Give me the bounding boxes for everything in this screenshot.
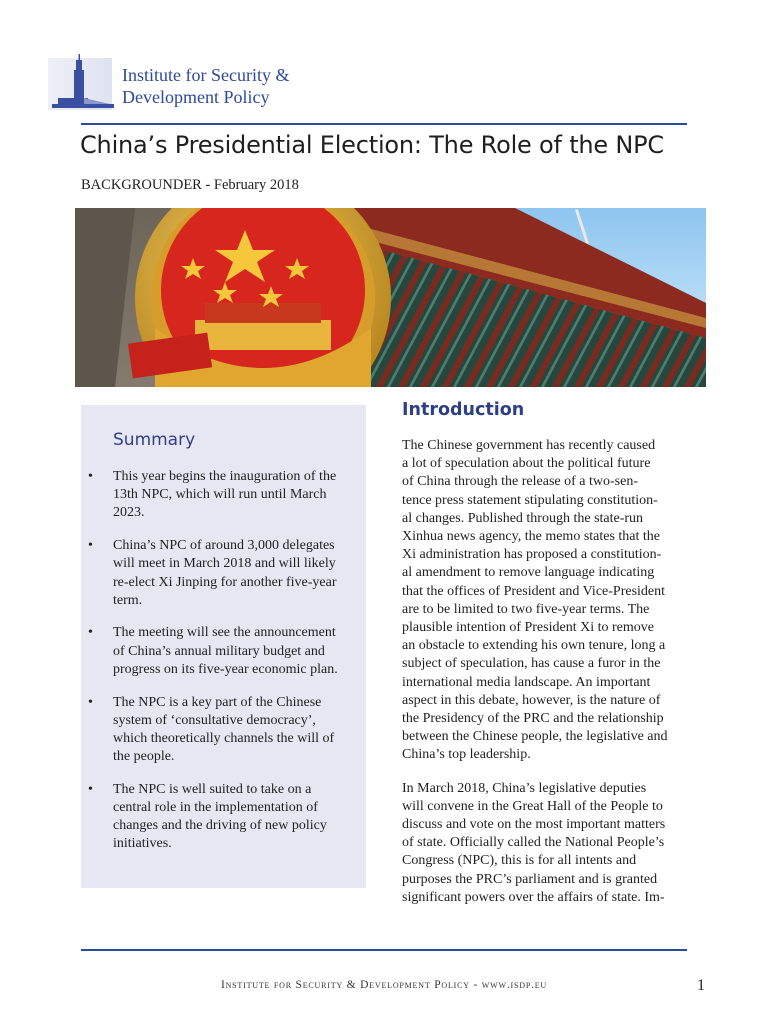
summary-item-line: the people.	[113, 749, 175, 765]
paragraph-line: aspect in this debate, however, is the nature of	[402, 692, 661, 708]
paragraph-line: Xinhua news agency, the memo states that the	[402, 529, 661, 545]
summary-item-line: central role in the implementation of	[113, 800, 318, 816]
summary-heading: Summary	[113, 430, 196, 450]
summary-list-item	[88, 694, 358, 767]
paragraph-line: subject of speculation, has cause a furor in the	[402, 656, 661, 672]
page-number: 1	[697, 977, 705, 994]
paragraph-line: The Chinese government has recently caused	[402, 438, 656, 453]
summary-item-line: of China’s annual military budget and	[113, 643, 325, 659]
summary-list-item	[88, 624, 358, 679]
paragraph-line: Congress (NPC), this is for all intents and	[402, 853, 637, 869]
paragraph-line: between the Chinese people, the legislative and	[402, 729, 668, 745]
summary-item-line: China’s NPC of around 3,000 delegates	[113, 538, 335, 554]
introduction-paragraph	[402, 437, 692, 765]
footer-rule	[81, 949, 687, 951]
summary-item-line: re-elect Xi Jinping for another five-year	[113, 574, 337, 590]
summary-item-line: 2023.	[113, 505, 145, 521]
monument-icon	[50, 52, 116, 114]
paragraph-line: China’s top leadership.	[402, 747, 531, 763]
org-name	[122, 64, 289, 108]
summary-item-line: This year begins the inauguration of the	[113, 469, 337, 484]
paragraph-line: of China through the release of a two-sen-	[402, 474, 638, 490]
summary-list-item	[88, 537, 358, 610]
summary-list-item	[88, 781, 358, 854]
summary-item-line: system of ‘consultative democracy’,	[113, 712, 316, 728]
paragraph-line: discuss and vote on the most important matters	[402, 817, 666, 833]
paragraph-line: plausible intention of President Xi to remove	[402, 620, 654, 636]
paragraph-line: significant powers over the affairs of state. Im-	[402, 889, 665, 905]
paragraph-line: the Presidency of the PRC and the relationship	[402, 711, 664, 727]
bullet-icon: •	[88, 469, 93, 484]
summary-item-line: initiatives.	[113, 836, 172, 852]
paragraph-line: an obstacle to extending his own tenure, long a	[402, 638, 666, 654]
bullet-icon: •	[88, 625, 93, 641]
summary-item-line: progress on its five-year economic plan.	[113, 661, 338, 677]
paragraph-line: of state. Officially called the National People’s	[402, 835, 665, 851]
paragraph-line: that the offices of President and Vice-President	[402, 583, 666, 599]
header-rule	[81, 123, 687, 125]
paragraph-line: al changes. Published through the state-run	[402, 510, 644, 526]
summary-item-line: The NPC is well suited to take on a	[113, 781, 312, 797]
org-name-line-1: Institute for Security &	[122, 65, 290, 85]
introduction-body	[402, 437, 692, 922]
document-subtitle: BACKGROUNDER - February 2018	[81, 177, 299, 193]
paragraph-line: international media landscape. An important	[402, 674, 651, 690]
paragraph-line: Xi administration has proposed a constitution-	[402, 547, 662, 563]
summary-item-line: changes and the driving of new policy	[113, 818, 327, 834]
paragraph-line: will convene in the Great Hall of the People to	[402, 798, 663, 814]
paragraph-line: al amendment to remove language indicating	[402, 565, 655, 581]
paragraph-line: tence press statement stipulating constitution-	[402, 492, 658, 508]
national-emblem-on-gate-photo	[75, 208, 706, 387]
bullet-icon: •	[88, 781, 93, 797]
paragraph-line: purposes the PRC’s parliament and is granted	[402, 871, 658, 887]
introduction-paragraph	[402, 780, 692, 907]
bullet-icon: •	[88, 538, 93, 554]
footer-text: Institute for Security & Development Policy - www.isdp.eu	[220, 979, 548, 991]
document-title: China’s Presidential Election: The Role of the NPC	[80, 131, 664, 159]
summary-item-line: term.	[113, 592, 143, 608]
summary-list-item	[88, 468, 358, 523]
summary-item-line: which theoretically channels the will of	[113, 730, 335, 746]
paragraph-line: In March 2018, China’s legislative deputies	[402, 780, 647, 796]
summary-item-line: 13th NPC, which will run until March	[113, 487, 327, 503]
summary-list	[88, 468, 358, 868]
summary-item-line: The NPC is a key part of the Chinese	[113, 694, 322, 710]
paragraph-line: are to be limited to two five-year terms. The	[402, 601, 650, 617]
bullet-icon: •	[88, 694, 93, 710]
introduction-heading: Introduction	[402, 400, 525, 420]
summary-item-line: will meet in March 2018 and will likely	[113, 556, 336, 572]
isdp-logo	[48, 52, 298, 114]
summary-item-line: The meeting will see the announcement	[113, 625, 336, 641]
paragraph-line: a lot of speculation about the political future	[402, 456, 651, 472]
org-name-line-2: Development Policy	[122, 87, 270, 107]
banner-photo	[75, 208, 706, 387]
